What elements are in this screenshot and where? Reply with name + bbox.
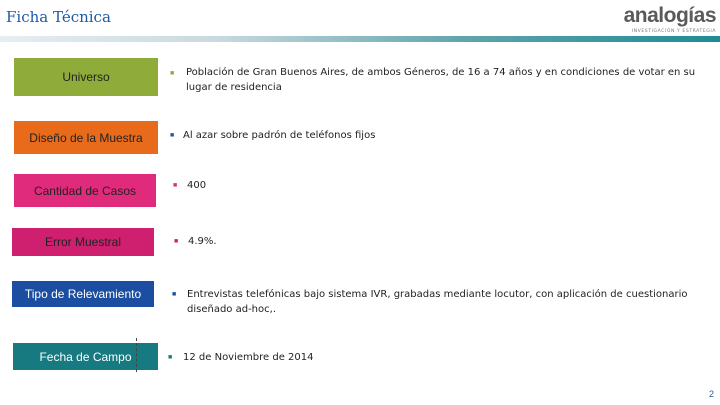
row-text-tipo-relevamiento: Entrevistas telefónicas bajo sistema IVR, grabadas mediante locutor, con aplicación de cuestionario diseñado ad-hoc,. bbox=[187, 289, 688, 315]
bullet-tipo-relevamiento: ■ bbox=[172, 291, 177, 298]
row-text-diseno-muestra: Al azar sobre padrón de teléfonos fijos bbox=[183, 130, 376, 141]
title-divider bbox=[0, 36, 720, 42]
row-text-cantidad-casos: 400 bbox=[187, 180, 207, 191]
logo-wordmark: analogías bbox=[623, 4, 716, 27]
row-label: Error Muestral bbox=[44, 235, 121, 249]
row-text-fecha-campo: 12 de Noviembre de 2014 bbox=[183, 352, 314, 363]
bullet-cantidad-casos: ■ bbox=[173, 182, 178, 189]
row-text-error-muestral: 4.9%. bbox=[188, 236, 217, 247]
label-box-error-muestral bbox=[12, 228, 154, 256]
dashed-line bbox=[136, 338, 137, 372]
label-box-cantidad-casos bbox=[14, 174, 156, 207]
page-title: Ficha Técnica bbox=[6, 8, 111, 26]
row-label: Cantidad de Casos bbox=[33, 183, 137, 198]
row-label: Universo bbox=[62, 70, 110, 84]
logo-tagline: INVESTIGACIÓN Y ESTRATEGIA bbox=[631, 29, 716, 34]
row-label: Tipo de Relevamiento bbox=[24, 287, 142, 301]
row-label: Diseño de la Muestra bbox=[29, 130, 143, 145]
row-text-universo: Población de Gran Buenos Aires, de ambos Géneros, de 16 a 74 años y en condiciones de votar en su lugar de residencia bbox=[186, 67, 696, 93]
bullet-universo: ■ bbox=[170, 70, 175, 77]
page-number: 2 bbox=[708, 389, 714, 399]
bullet-error-muestral: ■ bbox=[174, 238, 179, 245]
label-box-diseno-muestra bbox=[14, 121, 158, 154]
row-label: Fecha de Campo bbox=[39, 349, 132, 364]
bullet-diseno-muestra: ■ bbox=[170, 132, 175, 139]
bullet-fecha-campo: ■ bbox=[168, 354, 173, 361]
label-box-universo bbox=[14, 58, 158, 96]
label-box-tipo-relevamiento bbox=[12, 281, 154, 307]
company-logo bbox=[606, 4, 716, 34]
